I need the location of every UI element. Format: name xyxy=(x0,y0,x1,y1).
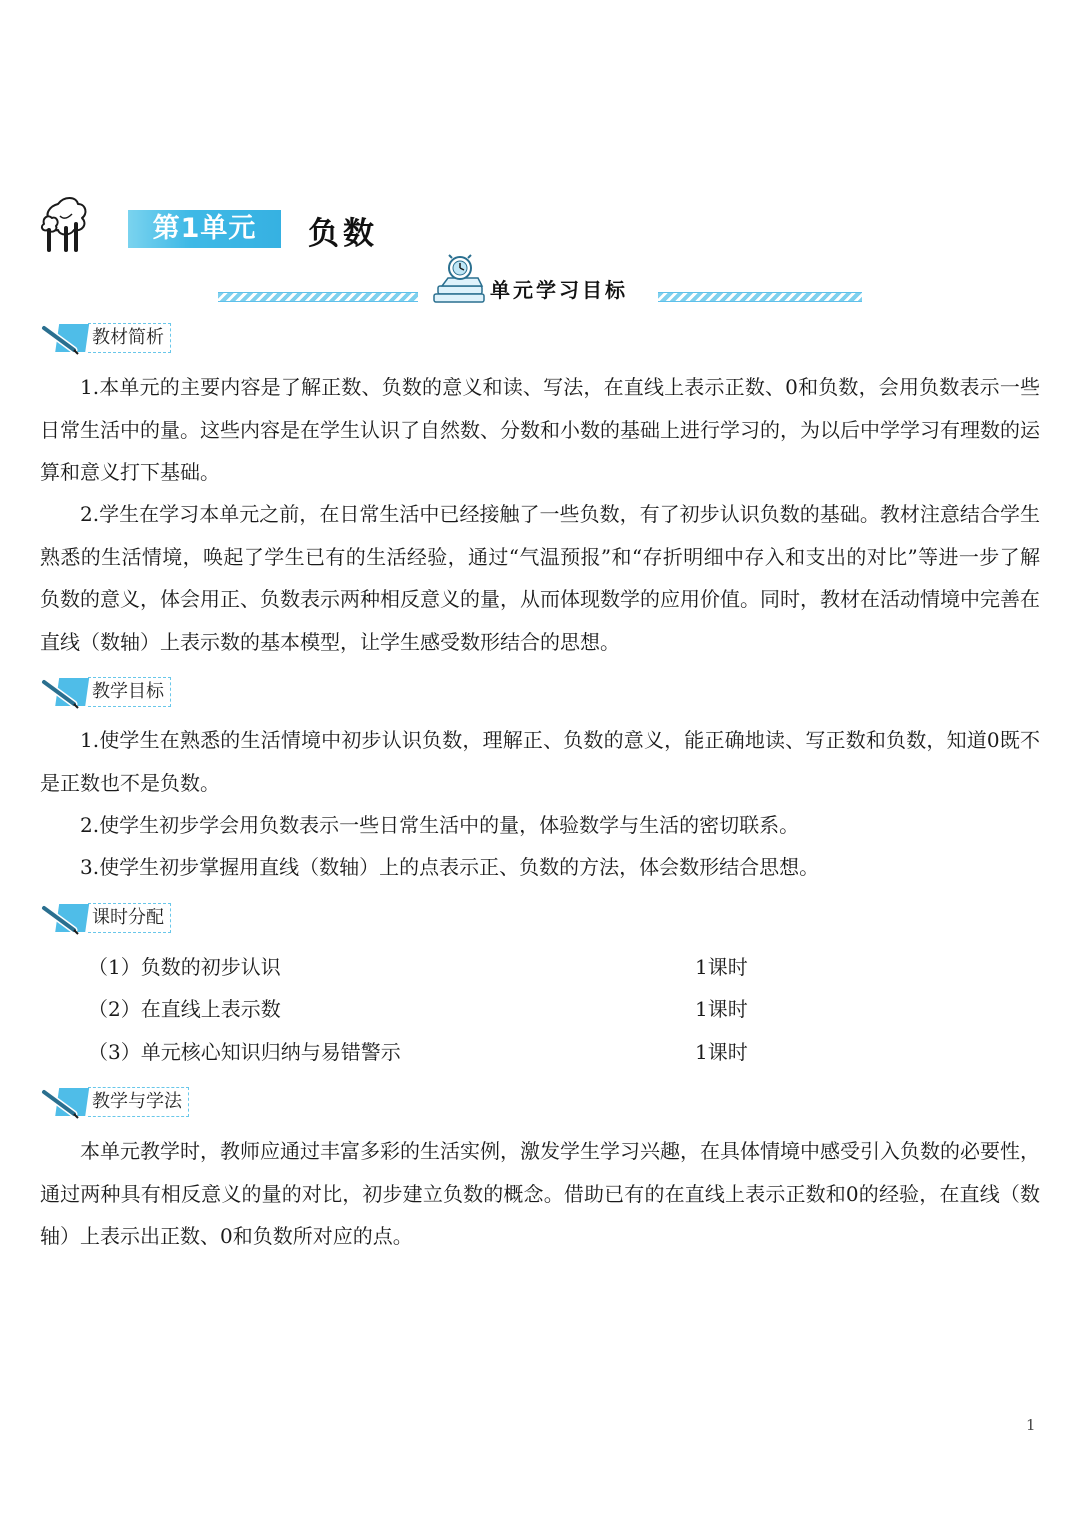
lesson-hours: 1课时 xyxy=(695,997,748,1021)
lesson-row xyxy=(88,988,808,1030)
paragraph: 1.本单元的主要内容是了解正数、负数的意义和读、写法，在直线上表示正数、0和负数，会用负数表示一些日常生活中的量。这些内容是在学生认识了自然数、分数和小数的基础上进行学习的，为以后中学学习有理数的运算和意义打下基础。 xyxy=(40,375,1040,484)
banner-divider-right xyxy=(658,292,862,302)
page-number: 1 xyxy=(1026,1416,1036,1434)
section-label-text: 课时分配 xyxy=(88,903,171,933)
lesson-hours: 1课时 xyxy=(695,955,748,979)
lesson-row xyxy=(88,946,808,988)
tree-icon xyxy=(38,194,96,254)
paragraph: 2.学生在学习本单元之前，在日常生活中已经接触了一些负数，有了初步认识负数的基础。教材注意结合学生熟悉的生活情境，唤起了学生已有的生活经验，通过“气温预报”和“存折明细中存入和支出的对比”等进一步了解负数的意义，体会用正、负数表示两种相反意义的量，从而体现数学的应用价值。同时，教材在活动情境中完善在直线（数轴）上表示数的基本模型，让学生感受数形结合的思想。 xyxy=(40,502,1040,654)
unit-header xyxy=(38,194,558,258)
lesson-name: （1）负数的初步认识 xyxy=(88,955,281,979)
paragraph: 本单元教学时，教师应通过丰富多彩的生活实例，激发学生学习兴趣，在具体情境中感受引入负数的必要性，通过两种具有相反意义的量的对比，初步建立负数的概念。借助已有的在直线上表示正数和0的经验，在直线（数轴）上表示出正数、0和负数所对应的点。 xyxy=(40,1139,1040,1248)
paragraph: 1.使学生在熟悉的生活情境中初步认识负数，理解正、负数的意义，能正确地读、写正数和负数，知道0既不是正数也不是负数。 xyxy=(40,728,1040,795)
banner-divider-left xyxy=(218,292,418,302)
lesson-name: （3）单元核心知识归纳与易错警示 xyxy=(88,1040,401,1064)
section-label-text: 教学与学法 xyxy=(88,1087,189,1117)
unit-badge: 第1单元 xyxy=(128,210,281,248)
lesson-name: （2）在直线上表示数 xyxy=(88,997,281,1021)
books-clock-icon xyxy=(428,252,492,308)
unit-title: 负数 xyxy=(308,216,378,252)
goals-banner xyxy=(218,252,862,310)
paragraph: 2.使学生初步学会用负数表示一些日常生活中的量，体验数学与生活的密切联系。 xyxy=(80,813,800,837)
goals-banner-title: 单元学习目标 xyxy=(490,278,628,302)
lesson-hours: 1课时 xyxy=(695,1040,748,1064)
lesson-row xyxy=(88,1031,808,1073)
section-label-text: 教学目标 xyxy=(88,677,171,707)
paragraph: 3.使学生初步掌握用直线（数轴）上的点表示正、负数的方法，体会数形结合思想。 xyxy=(80,855,820,879)
section-label-text: 教材简析 xyxy=(88,323,171,353)
